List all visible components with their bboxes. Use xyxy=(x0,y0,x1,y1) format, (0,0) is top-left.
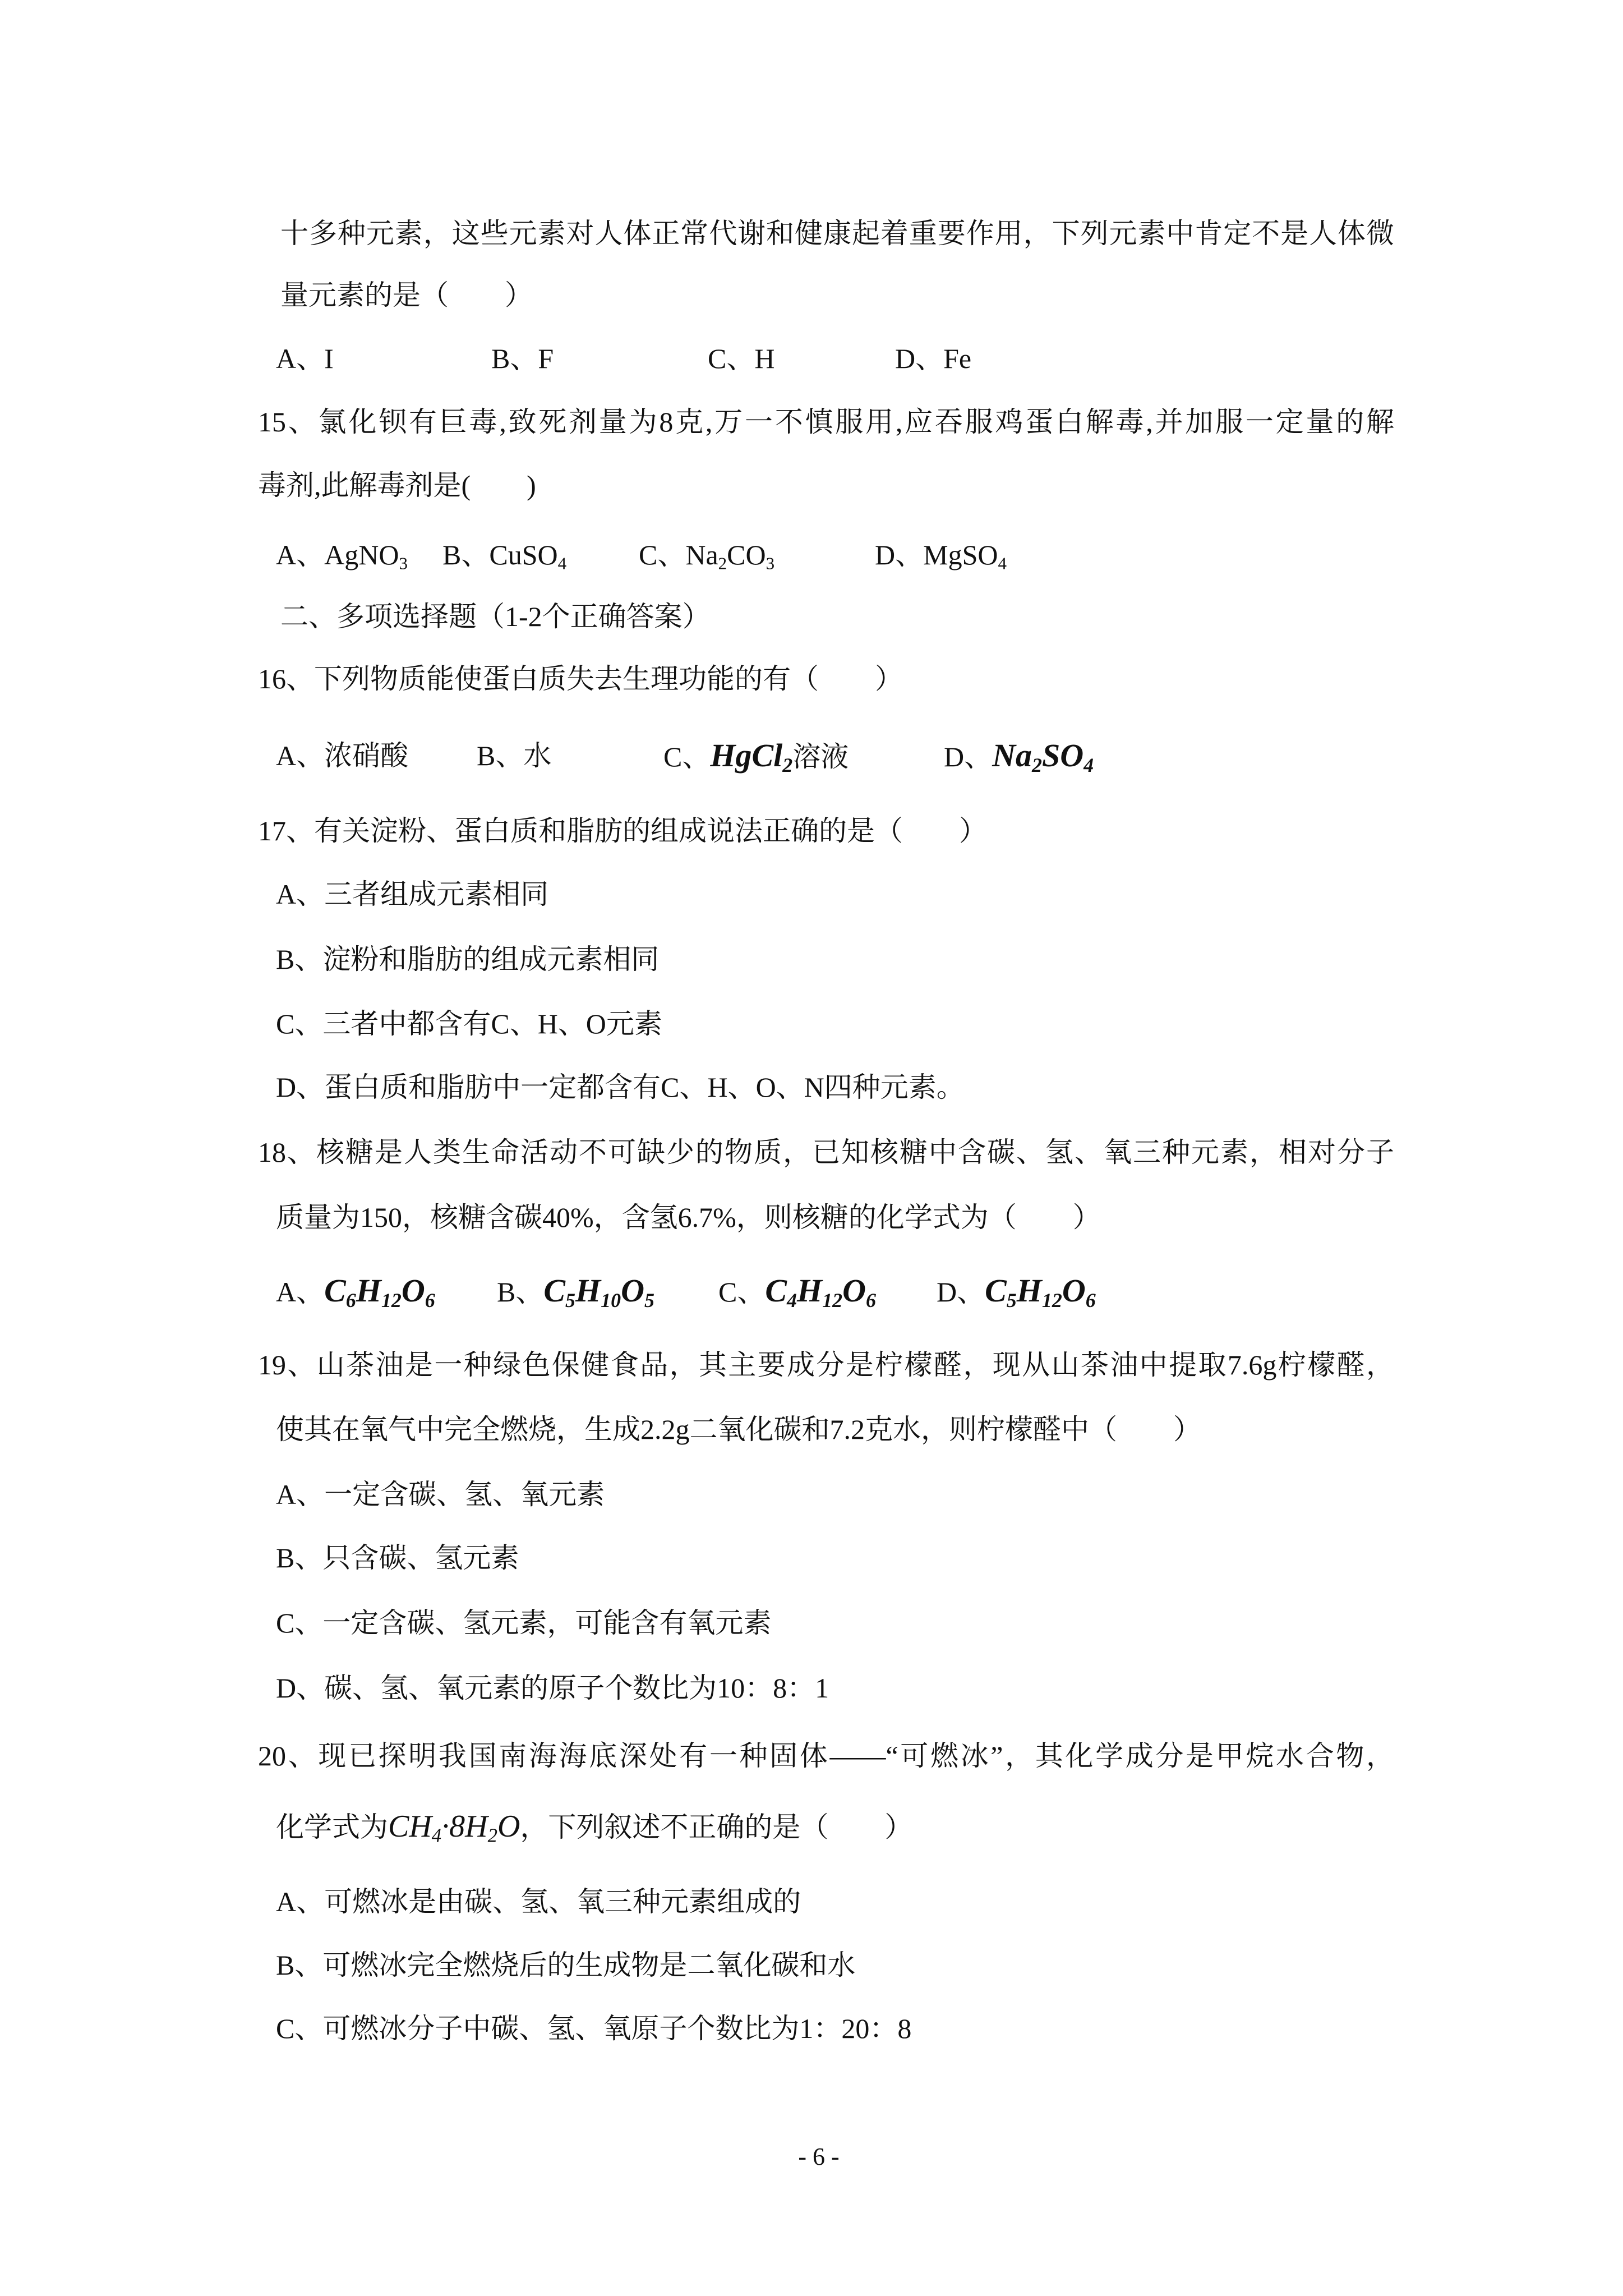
formula-part: AgNO xyxy=(324,539,399,570)
option-label: D、 xyxy=(937,1276,985,1308)
q18-option-c xyxy=(718,1272,876,1312)
q20-option-c: C、可燃冰分子中碳、氢、氧原子个数比为1：20：8 xyxy=(276,2013,912,2044)
formula-subscript: 12 xyxy=(822,1289,843,1312)
formula-part: CH xyxy=(388,1809,432,1844)
formula-subscript: 2 xyxy=(487,1824,497,1847)
q15-stem-line-1: 15、氯化钡有巨毒,致死剂量为8克,万一不慎服用,应吞服鸡蛋白解毒,并加服一定量的解 xyxy=(258,406,1394,438)
formula-part: O xyxy=(401,1272,425,1309)
q17-option-d: D、蛋白质和脂肪中一定都含有C、H、O、N四种元素。 xyxy=(276,1071,965,1103)
q17-stem: 17、有关淀粉、蛋白质和脂肪的组成说法正确的是（ ） xyxy=(258,815,987,846)
q18-option-a xyxy=(276,1272,435,1312)
q16-option-b xyxy=(477,739,551,772)
formula-subscript: 4 xyxy=(431,1824,442,1847)
q16-stem: 16、下列物质能使蛋白质失去生理功能的有（ ） xyxy=(258,663,903,694)
formula-part: O xyxy=(621,1272,644,1309)
formula-subscript: 3 xyxy=(766,553,775,573)
formula xyxy=(543,1272,654,1312)
q19-option-d: D、碳、氢、氧元素的原子个数比为10：8：1 xyxy=(276,1672,829,1704)
formula-part: H xyxy=(1016,1272,1042,1309)
formula-subscript: 10 xyxy=(601,1289,621,1312)
formula-part: MgSO xyxy=(923,539,998,570)
option-label: B、 xyxy=(477,740,524,771)
q17-option-b: B、淀粉和脂肪的组成元素相同 xyxy=(276,944,660,975)
formula-part: O xyxy=(497,1809,520,1844)
q20-stem-line-1: 20、现已探明我国南海海底深处有一种固体——“可燃冰”，其化学成分是甲烷水合物， xyxy=(258,1740,1394,1772)
q15-option-d xyxy=(875,538,1007,572)
q15-option-a xyxy=(276,538,408,572)
formula xyxy=(388,1809,520,1847)
formula xyxy=(992,737,1094,777)
formula-part: CuSO xyxy=(489,539,558,570)
formula-part: O xyxy=(842,1272,866,1309)
formula-part: O xyxy=(1062,1272,1086,1309)
q14-option-b: B、F xyxy=(491,343,554,374)
option-label: A、 xyxy=(276,539,325,570)
section-title: 二、多项选择题（1-2个正确答案） xyxy=(280,601,711,632)
formula-subscript: 12 xyxy=(1041,1289,1062,1312)
option-text: 水 xyxy=(523,740,552,771)
q19-stem-line-2: 使其在氧气中完全燃烧，生成2.2g二氧化碳和7.2克水，则柠檬醛中（ ） xyxy=(276,1414,1201,1445)
formula-part: H xyxy=(797,1272,823,1309)
formula-subscript: 5 xyxy=(644,1289,654,1312)
q18-option-b xyxy=(497,1272,654,1312)
q20-option-a: A、可燃冰是由碳、氢、氧三种元素组成的 xyxy=(276,1886,801,1917)
q18-stem-line-2: 质量为150，核糖含碳40%，含氢6.7%，则核糖的化学式为（ ） xyxy=(276,1202,1101,1233)
q18-option-d xyxy=(937,1272,1096,1312)
q15-stem-line-2: 毒剂,此解毒剂是( ) xyxy=(258,470,536,501)
formula-part: C xyxy=(543,1272,566,1309)
formula-part: C xyxy=(765,1272,787,1309)
q19-option-b: B、只含碳、氢元素 xyxy=(276,1542,519,1573)
formula-subscript: 5 xyxy=(565,1289,576,1312)
formula-part: CO xyxy=(727,539,766,570)
q16-option-a xyxy=(276,739,408,772)
q16-option-d xyxy=(944,737,1094,777)
formula-subscript: 6 xyxy=(345,1289,356,1312)
q15-option-b xyxy=(442,538,566,572)
formula-subscript: 5 xyxy=(1006,1289,1017,1312)
q14-stem-line-2: 量元素的是（ ） xyxy=(280,279,533,311)
q14-option-c: C、H xyxy=(708,343,775,374)
formula-part: H xyxy=(356,1272,381,1309)
formula-subscript: 2 xyxy=(782,754,793,777)
q17-option-a: A、三者组成元素相同 xyxy=(276,878,549,910)
option-label: B、 xyxy=(497,1276,544,1308)
formula-subscript: 6 xyxy=(866,1289,876,1312)
formula xyxy=(985,1272,1096,1312)
q14-option-a: A、I xyxy=(276,343,334,374)
option-label: C、 xyxy=(718,1276,766,1308)
option-label: C、 xyxy=(663,741,711,772)
q14-option-d: D、Fe xyxy=(895,343,972,374)
formula xyxy=(710,737,793,777)
q19-option-c: C、一定含碳、氢元素，可能含有氧元素 xyxy=(276,1607,772,1639)
q19-stem-line-1: 19、山茶油是一种绿色保健食品，其主要成分是柠檬醛，现从山茶油中提取7.6g柠檬醛， xyxy=(258,1349,1394,1381)
option-label: C、 xyxy=(639,539,686,570)
formula-part: C xyxy=(324,1272,346,1309)
formula-part: C xyxy=(985,1272,1007,1309)
formula-part: H xyxy=(575,1272,601,1309)
formula-subscript: 4 xyxy=(787,1289,797,1312)
q20-option-b: B、可燃冰完全燃烧后的生成物是二氧化碳和水 xyxy=(276,1949,856,1981)
stem-suffix: ，下列叙述不正确的是（ ） xyxy=(520,1811,913,1843)
option-label: A、 xyxy=(276,740,325,771)
formula-subscript: 4 xyxy=(998,553,1007,573)
q17-option-c: C、三者中都含有C、H、O元素 xyxy=(276,1008,662,1039)
formula-part: HgCl xyxy=(710,737,783,774)
option-label: A、 xyxy=(276,1276,325,1308)
q16-option-c xyxy=(663,737,849,777)
formula-subscript: 6 xyxy=(1085,1289,1096,1312)
option-label: D、 xyxy=(944,741,993,772)
option-suffix: 溶液 xyxy=(792,741,849,772)
formula-part: Na xyxy=(685,539,718,570)
formula xyxy=(324,1272,435,1312)
formula-subscript: 6 xyxy=(425,1289,435,1312)
q14-stem-line-1: 十多种元素，这些元素对人体正常代谢和健康起着重要作用，下列元素中肯定不是人体微 xyxy=(280,218,1394,249)
formula-subscript: 12 xyxy=(381,1289,402,1312)
formula-part: Na xyxy=(992,737,1032,774)
q18-stem-line-1: 18、核糖是人类生命活动不可缺少的物质，已知核糖中含碳、氢、氧三种元素，相对分子 xyxy=(258,1137,1394,1168)
formula xyxy=(765,1272,876,1312)
q20-stem-line-2 xyxy=(276,1809,913,1847)
page-number: - 6 - xyxy=(798,2143,840,2170)
option-label: D、 xyxy=(875,539,924,570)
stem-prefix: 化学式为 xyxy=(276,1811,388,1843)
formula-subscript: 2 xyxy=(718,553,727,573)
formula-part: SO xyxy=(1041,737,1084,774)
option-text: 浓硝酸 xyxy=(324,740,409,771)
q15-option-c xyxy=(639,538,774,572)
formula-subscript: 4 xyxy=(557,553,567,573)
formula-subscript: 2 xyxy=(1032,754,1042,777)
option-label: B、 xyxy=(442,539,490,570)
q19-option-a: A、一定含碳、氢、氧元素 xyxy=(276,1479,605,1510)
formula-subscript: 4 xyxy=(1083,754,1094,777)
formula-part: ·8H xyxy=(441,1809,488,1844)
formula-subscript: 3 xyxy=(399,553,408,573)
